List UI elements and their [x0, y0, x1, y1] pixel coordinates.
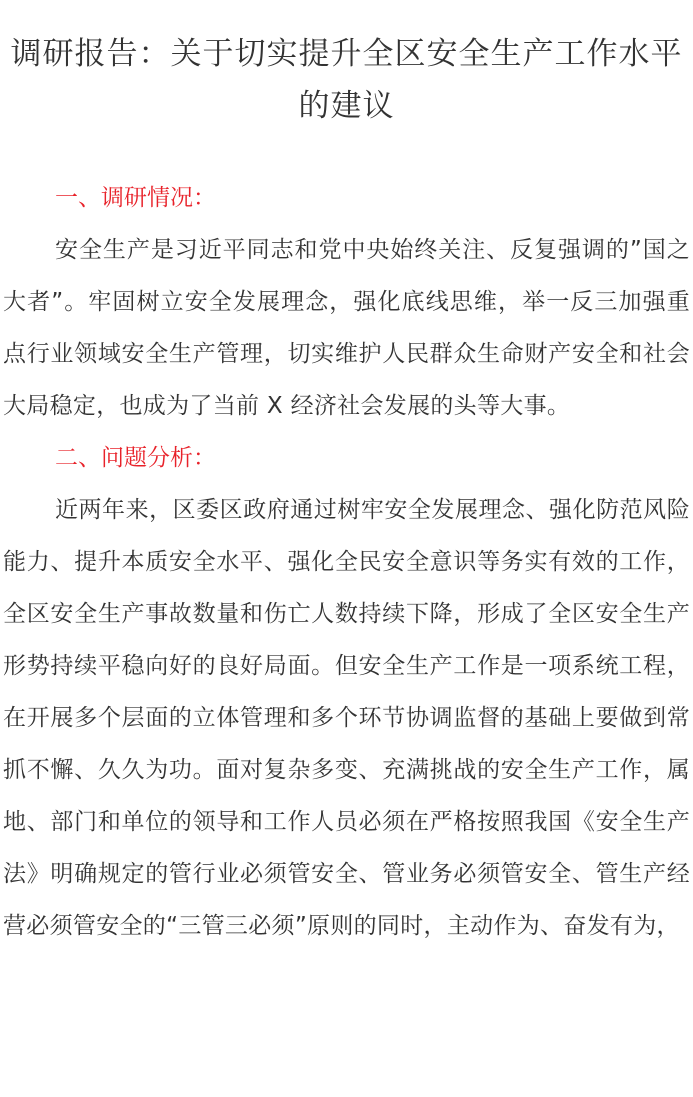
section-research-situation: [3, 172, 690, 432]
section-paragraph: 安全生产是习近平同志和党中央始终关注、反复强调的”国之大者”。牢固树立安全发展理念，强化底线思维，举一反三加强重点行业领域安全生产管理，切实维护人民群众生命财产安全和社会大局稳定，也成为了当前 X 经济社会发展的头等大事。: [3, 237, 690, 419]
section-problem-analysis: [3, 432, 690, 952]
section-paragraph: 近两年来，区委区政府通过树牢安全发展理念、强化防范风险能力、提升本质安全水平、强化全民安全意识等务实有效的工作，全区安全生产事故数量和伤亡人数持续下降，形成了全区安全生产形势持续平稳向好的良好局面。但安全生产工作是一项系统工程，在开展多个层面的立体管理和多个环节协调监督的基础上要做到常抓不懈、久久为功。面对复杂多变、充满挑战的安全生产工作，属地、部门和单位的领导和工作人员必须在严格按照我国《安全生产法》明确规定的管行业必须管安全、管业务必须管安全、管生产经营必须管安全的“三管三必须”原则的同时，主动作为、奋发有为，: [3, 497, 690, 939]
section-heading: 二、问题分析：: [55, 445, 216, 471]
section-heading: 一、调研情况：: [55, 185, 216, 211]
document-title: 调研报告：关于切实提升全区安全生产工作水平的建议: [10, 36, 683, 124]
